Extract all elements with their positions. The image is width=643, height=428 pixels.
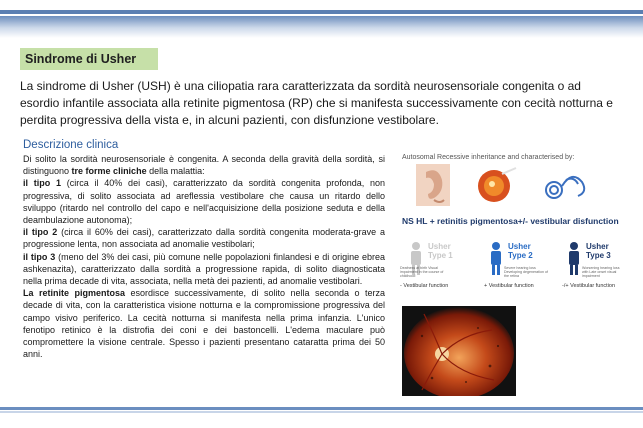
type3-desc: Worsening hearing loss with Late onset visual impairment xyxy=(582,266,620,279)
para-type1: il tipo 1 (circa il 40% dei casi), caratterizzato da sordità congenita profonda, non progressiva, di solito associata ad areflessia vestibolare che causa un ritardo dello sviluppo (ritardo nel controllo del capo e nell'acquisizione della posizione seduta e della deambulazione autonoma); xyxy=(23,178,385,226)
type2-vestibular: + Vestibular function xyxy=(484,283,534,289)
fundus-photo xyxy=(402,306,516,396)
type3-vestibular: -/+ Vestibular function xyxy=(562,283,616,289)
para-type3: il tipo 3 (meno del 3% dei casi, più comune nelle popolazioni finlandesi e di origine ebrea ashkenazita), caratterizzato dalla sordità a progressione rapida, di solito diagnosticata nella prima decade di vita, associata, nella metà dei pazienti, ad anomalie vestibolari. xyxy=(23,251,386,287)
bottom-rule xyxy=(0,407,643,410)
section-heading: Descrizione clinica xyxy=(23,139,119,151)
type1-label: Usher Type 1 xyxy=(428,242,453,260)
para-forms: Di solito la sordità neurosensoriale è congenita. A seconda della gravità della sordità, si distinguono tre forme cliniche della malattia: xyxy=(23,154,385,177)
bottom-rule-light xyxy=(0,411,643,413)
eye-retina-icon xyxy=(478,168,516,202)
type1-desc: Deafness at birth Visual impairment in the course of childhood xyxy=(400,266,444,279)
page-title: Sindrome di Usher xyxy=(20,48,158,70)
figure-heading: Autosomal Recessive inheritance and characterised by: xyxy=(402,154,575,161)
top-rule xyxy=(0,10,643,14)
type1-vestibular: - Vestibular function xyxy=(400,283,449,289)
type2-label: Usher Type 2 xyxy=(508,242,533,260)
usher-types-figure xyxy=(396,150,628,298)
clinical-description xyxy=(23,153,385,360)
type3-label: Usher Type 3 xyxy=(586,242,611,260)
inner-ear-icon xyxy=(546,177,584,198)
intro-paragraph: La sindrome di Usher (USH) è una ciliopatia rara caratterizzata da sordità neurosensoriale congenita o ad esordio infantile associata alla retinite pigmentosa (RP) che si manifesta successivamente con cecità notturna e perdita progressiva della vista e, in alcuni pazienti, con disfunzione vestibolare. xyxy=(20,79,613,127)
figure-subheading: NS HL + retinitis pigmentosa+/- vestibular disfunction xyxy=(402,216,619,226)
fundus-image xyxy=(402,306,516,396)
type2-desc: Severe hearing loss Developing degeneration of the retina xyxy=(504,266,548,279)
ear-photo-icon xyxy=(416,164,450,206)
person-type3-icon xyxy=(569,242,579,275)
person-type2-icon xyxy=(491,242,501,275)
para-type2: il tipo 2 (circa il 60% dei casi), caratterizzato dalla sordità congenita moderata-grave a progressione lenta, non associata ad anomalie vestibolari; xyxy=(23,227,385,250)
para-retinitis: La retinite pigmentosa esordisce successivamente, di solito nella seconda o terza decade di vita, con la caratteristica visione notturna e la compromissione progressiva del campo visivo periferico. La cecità notturna si manifesta nella prima infanzia. L'unico fenotipo retinico è la distrofia dei coni e dei bastoncelli. L'edema maculare può compromettere la visione centrale. Spesso i pazienti presentano cataratta prima dei 50 anni. xyxy=(23,288,385,360)
